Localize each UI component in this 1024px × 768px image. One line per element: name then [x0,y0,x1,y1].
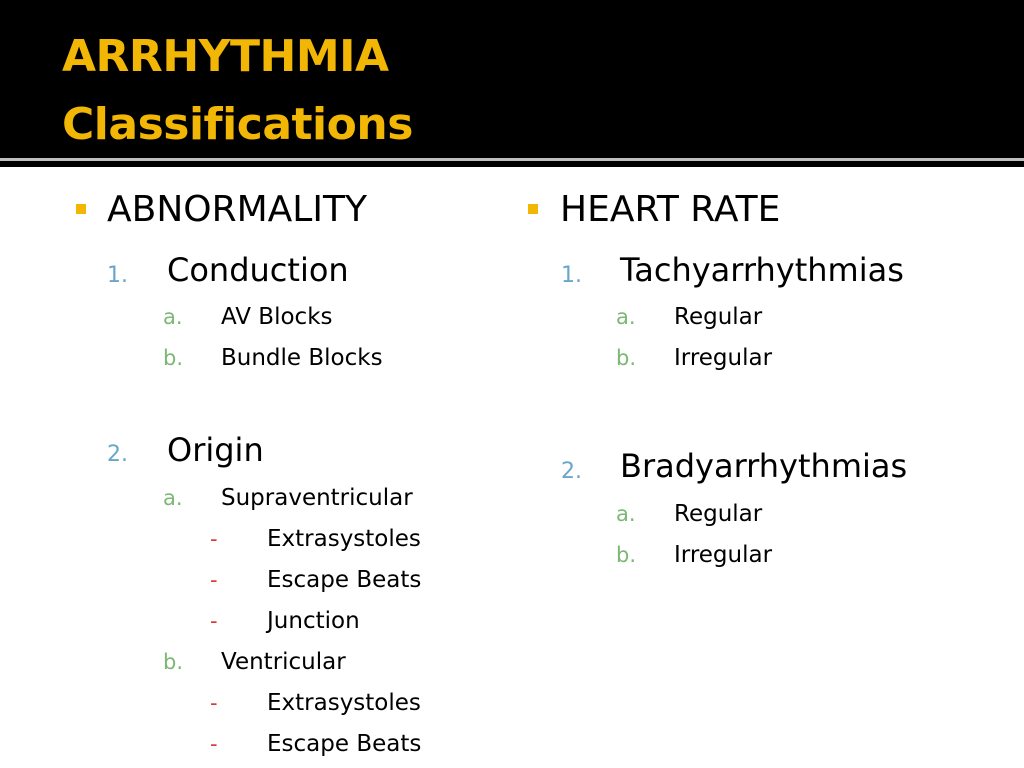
square-bullet-icon [528,204,538,214]
list-letter: b. [163,346,184,370]
list-letter: b. [616,346,637,370]
dash-bullet: - [210,568,218,592]
dash-bullet: - [210,609,218,633]
list-item-origin: Origin [167,431,264,469]
list-letter: a. [616,502,636,526]
list-item-bradyarrhythmias: Bradyarrhythmias [620,447,908,485]
list-subitem: Supraventricular [221,485,413,511]
slide-title-line-1: ARRHYTHMIA [62,31,389,82]
list-item-conduction: Conduction [167,251,349,289]
list-number: 1. [107,263,128,288]
list-subsubitem: Junction [267,608,360,634]
title-band [0,0,1024,158]
list-letter: a. [163,305,183,329]
list-subsubitem: Extrasystoles [267,690,421,716]
list-letter: b. [163,650,184,674]
square-bullet-icon [76,204,86,214]
list-letter: a. [616,305,636,329]
dash-bullet: - [210,732,218,756]
list-letter: a. [163,486,183,510]
list-item-tachyarrhythmias: Tachyarrhythmias [620,251,904,289]
list-subitem: Regular [674,304,763,330]
list-subsubitem: Escape Beats [267,567,422,593]
list-subsubitem: Extrasystoles [267,526,421,552]
list-subitem: Regular [674,501,763,527]
list-number: 2. [107,442,128,467]
right-column-heading: HEART RATE [560,189,781,230]
list-subitem: Ventricular [221,649,346,675]
list-subitem: AV Blocks [221,304,333,330]
dash-bullet: - [210,691,218,715]
list-letter: b. [616,543,637,567]
list-subitem: Irregular [674,542,773,568]
slide-title-line-2: Classifications [62,99,413,150]
dash-bullet: - [210,527,218,551]
title-divider-shadow [0,161,1024,167]
list-number: 2. [561,459,582,484]
list-number: 1. [561,263,582,288]
left-column-heading: ABNORMALITY [107,189,367,230]
list-subitem: Irregular [674,345,773,371]
list-subitem: Bundle Blocks [221,345,383,371]
list-subsubitem: Escape Beats [267,731,422,757]
